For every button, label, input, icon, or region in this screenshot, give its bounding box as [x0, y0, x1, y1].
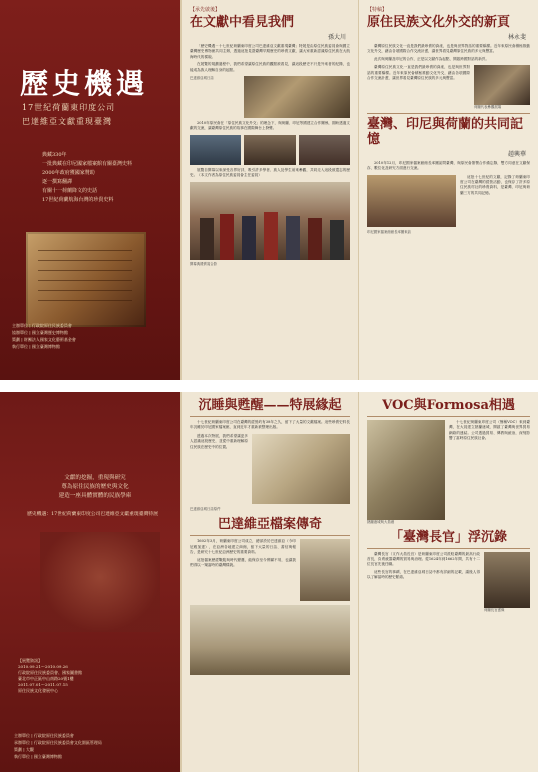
photo-caption: 開幕典禮貴賓合影: [190, 261, 218, 266]
photo-caption: 荷蘭長官畫像: [484, 607, 505, 612]
blurb-line: 典藏330年: [42, 152, 67, 158]
cover-title: 歷史機遇: [20, 67, 149, 100]
document-photo: [252, 434, 350, 504]
paragraph: 2010年12月，印尼國家檔案館館長率團訪問臺灣，與原民會簽署合作備忘錄，雙方同意在文獻保存、數位化及研究方面進行交流。: [367, 160, 530, 171]
article-body: [190, 121, 350, 132]
photo-caption: 荷蘭代表參觀展場: [474, 105, 502, 110]
blurb-line: 2000年政府獲國家贊助: [42, 170, 95, 176]
divider: [367, 416, 530, 417]
credit-line: 策劃 | 財團法人國家文化藝術基金會: [12, 337, 76, 342]
blurb-line: 逐一撰寫翻譯: [42, 179, 73, 185]
paragraph: 1602年3月，荷蘭東印度公司成立，總部設於巴達維亞（今印尼雅加達），在亞洲各地建立商館，留下大量的日誌、書信與報告，是研究十七世紀亞洲歷史的重要資料。: [190, 539, 296, 555]
event-photo: [299, 135, 350, 165]
paragraph: 這些長官的事蹟，在巴達維亞城日誌中都有詳細的記載，讓後人得以了解當時的歷史脈絡。: [367, 569, 480, 580]
article-title: 巴達維亞檔案傳奇: [217, 517, 322, 533]
blurb-line: 有關十一荷蘭降文的史話: [42, 188, 98, 194]
article-body: [190, 44, 350, 73]
photo-row: [367, 552, 530, 613]
palm-landscape-photo: [190, 605, 350, 675]
section-tag: 【承先啟後】: [190, 7, 221, 13]
paragraph: 臺灣長官（又作大員長官）是荷蘭東印度公司派駐臺灣的最高行政首長，負責統籌臺灣的貿易與治理。從1624年到1662年間，共有十二位長官先後任職。: [367, 551, 480, 567]
blurb-line: 17世紀荷蘭航海台灣的珍貴史料: [42, 197, 114, 203]
article-title: VOC與Formosa相遇: [382, 398, 515, 413]
event-photo: [190, 135, 241, 165]
group-photo: [190, 182, 350, 260]
manuscript-watermark: [40, 532, 160, 632]
portrait-photo: [300, 539, 350, 601]
credit-line: 執行單位 | 國立臺灣博物館: [14, 754, 62, 759]
photo-caption: 巴達維亞城日誌: [190, 76, 214, 81]
article-byline: 林永斐: [507, 34, 526, 41]
article-byline: 趙興華: [507, 150, 526, 158]
info-line: 【展覽資訊】: [18, 658, 42, 663]
article-byline: 孫大川: [327, 34, 346, 41]
paragraph: 臺灣原住民族文化一直是我們最珍貴的資產，也是與世界對話的重要橋樑。近年來原民會積極推動文化外交，藉由各項國際合作交流計畫，讓世界看見臺灣原住民族的多元與豐富。: [367, 65, 470, 81]
credit-line: 主辦單位 | 行政院原住民族委員會: [14, 733, 74, 738]
right-article-panel: [358, 392, 538, 772]
photo-strip: [190, 135, 350, 165]
lead-line: 文獻的挖掘，重現與研究: [64, 475, 126, 481]
paragraph: 這批檔案歷經戰亂與時代變遷，能保存至今實屬不易，也讓我們得以一窺當時的臺灣樣貌。: [190, 557, 296, 568]
meeting-photo: [367, 175, 456, 227]
cover-panel: [0, 0, 180, 380]
photo-caption: 熱蘭遮城與大員港: [367, 520, 395, 524]
photo-row: [190, 434, 350, 504]
photo-row: [190, 539, 350, 601]
cover-subtitle-2: 巴達維亞文獻重現臺灣: [22, 117, 112, 126]
article-title: 在文獻中看見我們: [190, 15, 295, 30]
credit-line: 協辦單位 | 國立臺灣歷史博物館: [12, 330, 68, 335]
blurb-line: 一批典藏在印尼國家檔案館有關臺灣史料: [42, 161, 133, 167]
divider: [367, 113, 530, 114]
photo-row: [367, 420, 530, 520]
article-title: 沉睡與甦醒——特展緣起: [198, 398, 342, 413]
manuscript-image: [26, 232, 146, 327]
paragraph: 透過本次特展，我們希望讓更多人認識這段歷史，並從中重新理解原住民族在歷史中的位置。: [190, 433, 248, 449]
back-cover-panel: [0, 392, 180, 772]
credit-line: 執行單位 | 國立臺灣博物館: [12, 344, 60, 349]
credit-line: 承辦單位 | 行政院原住民族委員會文化園區管理局: [14, 740, 102, 745]
section-tag: 【特稿】: [367, 7, 388, 13]
info-line: 行政院原住民族委員會、國家圖書館: [18, 670, 82, 675]
right-article-panel: [358, 0, 538, 380]
paragraph: 2010年原民會在「原住民族文化外交」的理念下，與荷蘭、印尼等國建立合作關係，期盼透過文獻的交流，讓臺灣原住民族的故事在國際舞台上發聲。: [190, 121, 350, 131]
paragraph: 此次與荷蘭及印尼的合作，正是以文獻作為起點，開啟跨國對話的新頁。: [374, 56, 489, 61]
cover-blurb: [42, 152, 152, 206]
top-spread: [0, 0, 538, 380]
article-body: [367, 161, 530, 172]
harbor-map-photo: [367, 420, 445, 520]
lead-line: 尊為原住民族的歷史與文化: [61, 484, 129, 490]
bottom-spread: [0, 392, 538, 772]
divider: [367, 548, 530, 549]
divider: [190, 416, 350, 417]
photo-row: [367, 175, 530, 227]
portrait-photo: [484, 552, 530, 608]
divider: [190, 535, 350, 536]
exhibition-info: [18, 658, 168, 694]
photo-caption: 巴達維亞城日誌原件: [190, 506, 221, 511]
info-line: 2010.09.21～2010.09.26: [18, 664, 68, 669]
document-photo: [244, 76, 350, 118]
event-photo: [244, 135, 295, 165]
exhibition-title: 歷史機遇：17世紀荷蘭東印度公司巴達維亞文獻重現臺灣特展: [27, 512, 158, 517]
paragraph: 臺灣原住民族文化一直是我們最珍貴的資產，也是與世界對話的重要橋樑。近年來原民會積極推動文化外交，藉由各項國際合作交流計畫，讓世界看見臺灣原住民族的多元與豐富。: [367, 44, 530, 54]
paragraph: 這批十七世紀的文獻，記錄了荷蘭東印度公司在臺灣的經營活動，也保存了許多原住民族村社的珍貴資料，是臺灣、印尼與荷蘭三方的共同記憶。: [460, 174, 530, 195]
paragraph: 「歷史機遇－十七世紀荷蘭東印度公司巴達維亞文獻重現臺灣」特展是由原住民族委員會與國立臺灣歷史博物館共同主辦，透過這批見證臺灣早期歷史的珍貴文獻，讓大家重新認識原住民族在大航海時代的樣貌。: [190, 44, 350, 59]
visit-photo: [474, 65, 530, 105]
photo-caption: 印尼國家檔案館館長率團來訪: [367, 229, 412, 234]
info-line: 原住民族文化發展中心: [18, 688, 58, 693]
cover-credits: [12, 322, 172, 350]
middle-article-panel: [180, 0, 358, 380]
lead-line: 建造一座具體實體的民族學庫: [58, 493, 132, 499]
credit-line: 策劃 | 大觀: [14, 747, 34, 752]
credit-line: 主辦單位 | 行政院原住民族委員會: [12, 323, 72, 328]
paragraph: 十七世紀荷蘭東印度公司（簡稱VOC）來到臺灣，在大員建立熱蘭遮城，開啟了臺灣與世界貿易網絡的連結。公司透過貿易、傳教與統治，深刻影響了當時原住民族社會。: [449, 420, 530, 441]
info-line: 臺北市中正區中山南路20號1樓: [18, 676, 74, 681]
middle-article-panel: [180, 392, 358, 772]
cover-credits: [14, 732, 164, 760]
cover-subtitle-1: 17世紀荷蘭東印度公司: [22, 103, 116, 112]
article-body: [190, 420, 350, 431]
article-body: [367, 44, 530, 62]
article-title: 臺灣、印尼與荷蘭的共同記憶: [367, 116, 524, 147]
cover-lead: [30, 474, 160, 501]
paragraph: 十七世紀荷蘭東印度公司在臺灣的經營約有38年之久，留下了大量的文獻檔案。這些珍貴史料長年沉睡於印尼國家檔案館，直到近年才重新被整理出版。: [190, 420, 350, 430]
paragraph: 展覽自開幕以來深受各界好評，吸引許多學者、族人及學生前來參觀，共同走入這段被遺忘的歷史。（本文作者為原住民族委員會主任委員）: [190, 167, 350, 178]
article-title: 原住民族文化外交的新頁: [367, 15, 511, 30]
photo-row: [190, 76, 350, 118]
article-title: 「臺灣長官」浮沉錄: [389, 529, 507, 545]
photo-row: [367, 65, 530, 110]
article-body: [190, 168, 350, 179]
info-line: 2011.07.01～2011.07.15: [18, 682, 68, 687]
paragraph: 在展覽的規劃過程中，我們希望讓原住民族的觀點被看見，讓這段歷史不只是外來者的紀錄，也能成為族人理解自身的起點。: [190, 62, 350, 72]
